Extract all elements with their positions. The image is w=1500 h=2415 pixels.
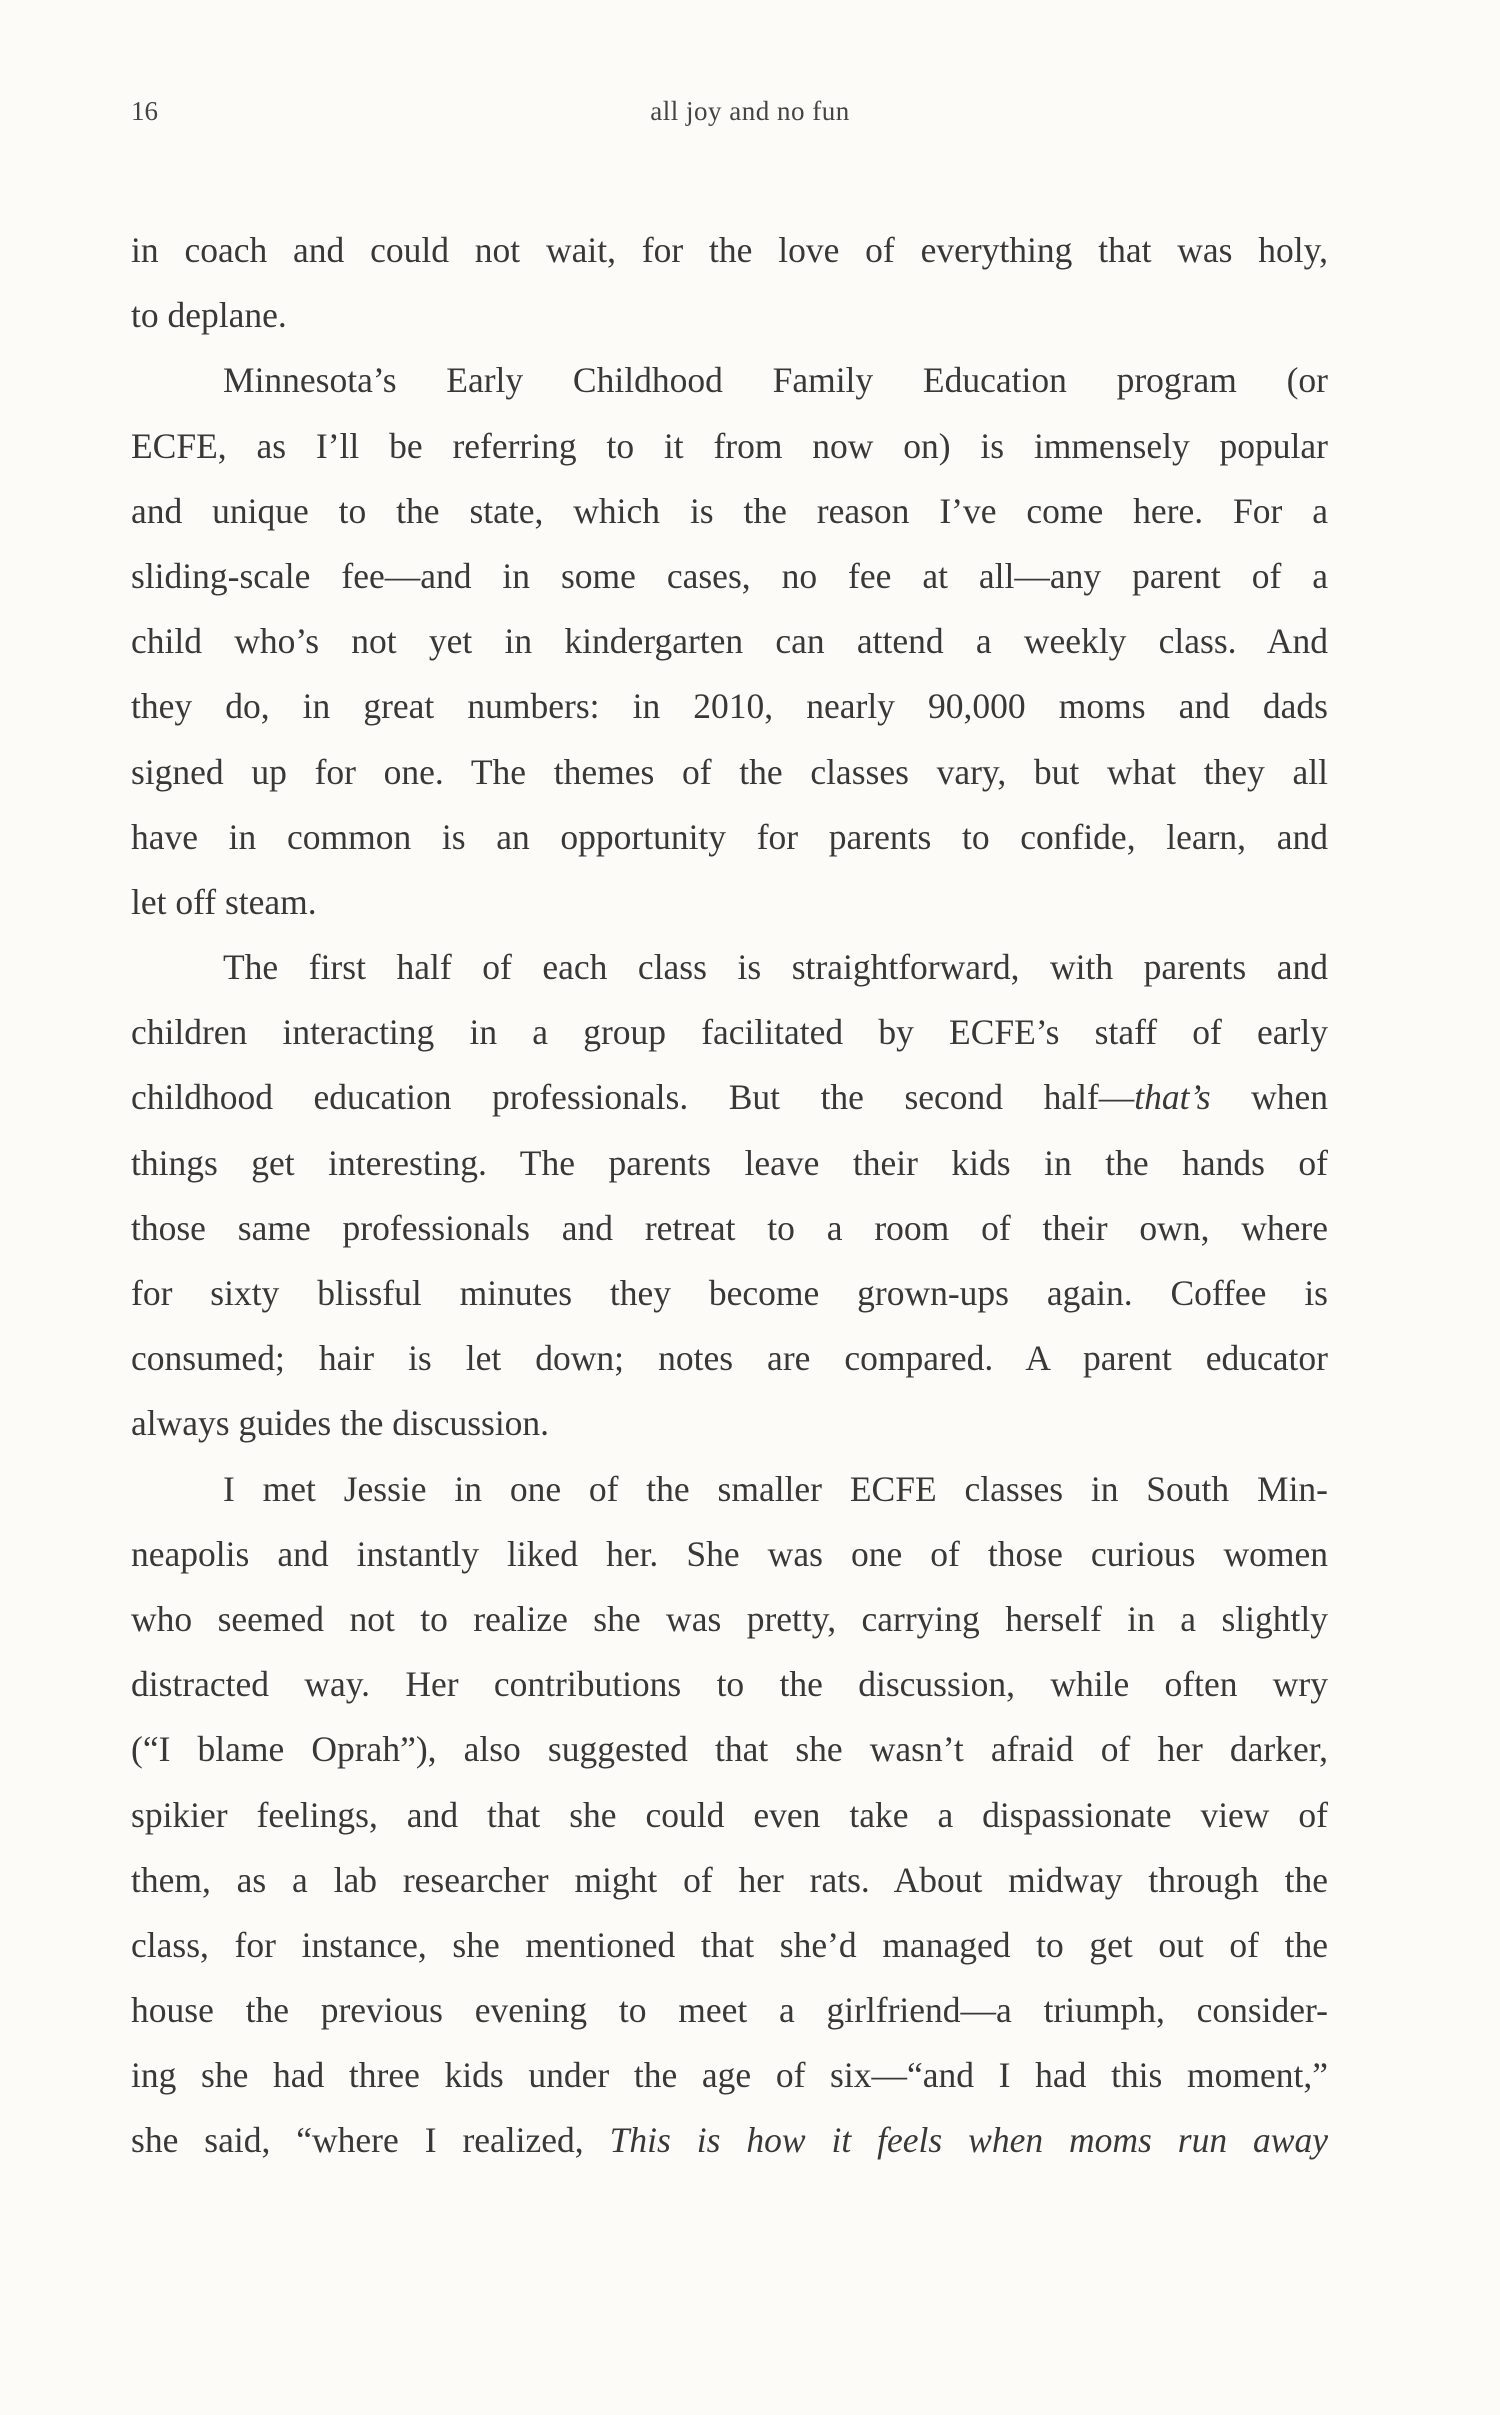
text-line: ECFE, as I’ll be referring to it from now on) is immensely popular [131,425,1328,466]
text-line: them, as a lab researcher might of her rats. About midway through the [131,1859,1328,1900]
text-line [131,2108,1328,2173]
text-line: consumed; hair is let down; notes are compared. A parent educator [131,1338,1328,1379]
text-segment: childhood education professionals. But the second half— [131,1077,1135,1118]
text-line: (“I blame Oprah”), also suggested that she wasn’t afraid of her darker, [131,1729,1328,1770]
text-line: children interacting in a group facilitated by ECFE’s staff of early [131,1012,1328,1053]
text-line: spikier feelings, and that she could even take a dispassionate view of [131,1794,1328,1835]
text-line: they do, in great numbers: in 2010, nearly 90,000 moms and dads [131,686,1328,727]
body-text [131,218,1328,2174]
text-line: ing she had three kids under the age of six—“and I had this moment,” [131,2055,1328,2096]
text-line: house the previous evening to meet a girlfriend—a triumph, consider- [131,1990,1328,2031]
text-line: and unique to the state, which is the reason I’ve come here. For a [131,490,1328,531]
text-line: distracted way. Her contributions to the discussion, while often wry [131,1664,1328,1705]
running-header-title: all joy and no fun [650,96,850,126]
text-line [131,1065,1328,1130]
text-line: class, for instance, she mentioned that she’d managed to get out of the [131,1924,1328,1965]
text-line: sliding-scale fee—and in some cases, no fee at all—any parent of a [131,555,1328,596]
text-line: those same professionals and retreat to a room of their own, where [131,1207,1328,1248]
text-line: who seemed not to realize she was pretty, carrying herself in a slightly [131,1598,1328,1639]
text-segment: she said, “where I realized, [131,2120,610,2161]
text-line: let off steam. [131,881,317,922]
text-segment: when [1210,1077,1328,1118]
text-line: neapolis and instantly liked her. She was one of those curious women [131,1533,1328,1574]
text-line: to deplane. [131,295,287,336]
page-number: 16 [131,96,158,126]
text-line: child who’s not yet in kindergarten can attend a weekly class. And [131,621,1328,662]
italic-text: that’s [1134,1077,1211,1118]
text-line: Minnesota’s Early Childhood Family Education program (or [223,360,1328,401]
text-line: things get interesting. The parents leave their kids in the hands of [131,1142,1328,1183]
text-line: for sixty blissful minutes they become grown-ups again. Coffee is [131,1273,1328,1313]
text-line: have in common is an opportunity for parents to confide, learn, and [131,816,1328,857]
text-line: I met Jessie in one of the smaller ECFE classes in South Min- [223,1468,1328,1509]
text-line: signed up for one. The themes of the classes vary, but what they all [131,751,1328,792]
text-line: The first half of each class is straightforward, with parents and [223,947,1328,988]
text-line: always guides the discussion. [131,1403,550,1444]
text-line: in coach and could not wait, for the love of everything that was holy, [131,230,1328,270]
italic-text: This is how it feels when moms run away [609,2120,1328,2161]
